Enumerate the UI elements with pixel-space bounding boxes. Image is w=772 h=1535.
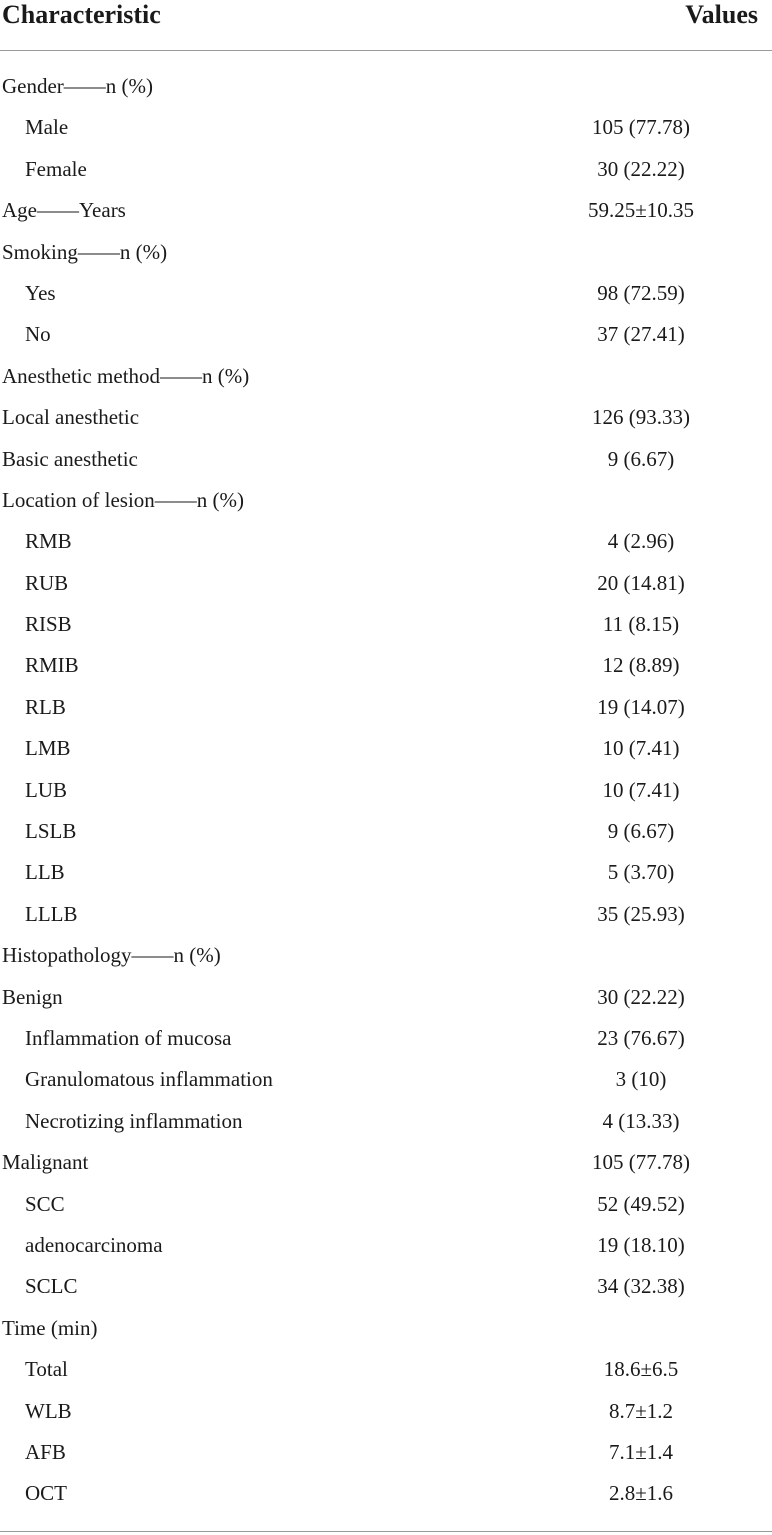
table-row <box>0 935 772 976</box>
table-row <box>0 273 772 314</box>
row-value: 20 (14.81) <box>597 570 685 595</box>
table-row <box>0 66 772 107</box>
table-row <box>0 728 772 769</box>
table-row <box>0 397 772 438</box>
row-value: 105 (77.78) <box>592 115 690 140</box>
row-label: AFB <box>25 1439 66 1464</box>
table-row <box>0 232 772 273</box>
row-label: RMB <box>25 529 72 554</box>
table-row <box>0 521 772 562</box>
table-row <box>0 852 772 893</box>
row-value: 19 (14.07) <box>597 694 685 719</box>
row-value: 12 (8.89) <box>602 653 680 678</box>
row-label: LLLB <box>25 901 78 926</box>
row-label: Granulomatous inflammation <box>25 1067 273 1092</box>
table-row <box>0 439 772 480</box>
table-row <box>0 1349 772 1390</box>
table-row <box>0 977 772 1018</box>
row-value: 98 (72.59) <box>597 280 685 305</box>
row-label: RMIB <box>25 653 79 678</box>
table-row <box>0 356 772 397</box>
row-label: RLB <box>25 694 66 719</box>
row-label: Male <box>25 115 69 140</box>
row-value: 3 (10) <box>615 1067 667 1092</box>
table-row <box>0 563 772 604</box>
row-label: Local anesthetic <box>2 405 140 430</box>
row-value: 30 (22.22) <box>597 156 685 181</box>
row-value: 9 (6.67) <box>607 819 675 844</box>
row-value: 10 (7.41) <box>602 777 680 802</box>
row-label: Benign <box>2 984 63 1009</box>
row-label: Female <box>25 156 87 181</box>
row-value: 126 (93.33) <box>592 405 690 430</box>
table-header <box>0 0 772 51</box>
table-row <box>0 1142 772 1183</box>
row-label: Age——Years <box>2 198 126 223</box>
table-row <box>0 190 772 231</box>
table-row <box>0 149 772 190</box>
row-value: 52 (49.52) <box>597 1191 685 1216</box>
row-label: Histopathology——n (%) <box>2 943 221 968</box>
table-row <box>0 1101 772 1142</box>
table-row <box>0 1266 772 1307</box>
row-value: 105 (77.78) <box>592 1150 690 1175</box>
row-label: Location of lesion——n (%) <box>2 487 245 512</box>
row-value: 5 (3.70) <box>607 860 675 885</box>
row-label: Malignant <box>2 1150 89 1175</box>
row-value: 7.1±1.4 <box>608 1439 674 1464</box>
row-label: LLB <box>25 860 65 885</box>
table-row <box>0 1018 772 1059</box>
table-row <box>0 1432 772 1473</box>
row-value: 11 (8.15) <box>602 612 680 637</box>
row-value: 37 (27.41) <box>597 322 685 347</box>
table-row <box>0 770 772 811</box>
row-label: RISB <box>25 612 72 637</box>
row-label: LUB <box>25 777 67 802</box>
table-row <box>0 687 772 728</box>
row-value: 10 (7.41) <box>602 736 680 761</box>
row-label: Necrotizing inflammation <box>25 1108 243 1133</box>
row-label: WLB <box>25 1398 72 1423</box>
row-value: 8.7±1.2 <box>608 1398 674 1423</box>
table-row <box>0 1059 772 1100</box>
bottom-rule <box>0 1531 772 1532</box>
table-row <box>0 811 772 852</box>
row-label: adenocarcinoma <box>25 1232 163 1257</box>
row-value: 9 (6.67) <box>607 446 675 471</box>
row-value: 35 (25.93) <box>597 901 685 926</box>
table-row <box>0 1225 772 1266</box>
row-label: No <box>25 322 51 347</box>
table-row <box>0 1184 772 1225</box>
row-label: OCT <box>25 1481 67 1506</box>
table-row <box>0 894 772 935</box>
row-label: Anesthetic method——n (%) <box>2 363 250 388</box>
row-value: 4 (13.33) <box>602 1108 680 1133</box>
row-value: 23 (76.67) <box>597 1025 685 1050</box>
table-row <box>0 107 772 148</box>
row-value: 4 (2.96) <box>607 529 675 554</box>
row-label: SCLC <box>25 1274 78 1299</box>
row-label: Yes <box>25 280 56 305</box>
row-label: SCC <box>25 1191 65 1216</box>
row-label: Inflammation of mucosa <box>25 1025 232 1050</box>
table-row <box>0 1308 772 1349</box>
row-label: Total <box>25 1357 68 1382</box>
row-label: LSLB <box>25 819 77 844</box>
row-label: Gender——n (%) <box>2 74 154 98</box>
table-row <box>0 645 772 686</box>
header-values: Values <box>685 0 758 29</box>
row-label: Basic anesthetic <box>2 446 138 471</box>
row-label: Time (min) <box>2 1315 98 1340</box>
table-row <box>0 1473 772 1514</box>
row-value: 34 (32.38) <box>597 1274 685 1299</box>
table-row <box>0 1391 772 1432</box>
table-row <box>0 480 772 521</box>
row-value: 59.25±10.35 <box>587 198 695 223</box>
row-label: LMB <box>25 736 71 761</box>
row-value: 2.8±1.6 <box>608 1481 674 1506</box>
table-body <box>0 66 772 1515</box>
table-row <box>0 314 772 355</box>
row-value: 19 (18.10) <box>597 1232 685 1257</box>
row-value: 18.6±6.5 <box>603 1357 679 1382</box>
row-label: RUB <box>25 570 69 595</box>
row-label: Smoking——n (%) <box>2 239 168 264</box>
table-row <box>0 604 772 645</box>
header-characteristic: Characteristic <box>2 0 161 29</box>
row-value: 30 (22.22) <box>597 984 685 1009</box>
